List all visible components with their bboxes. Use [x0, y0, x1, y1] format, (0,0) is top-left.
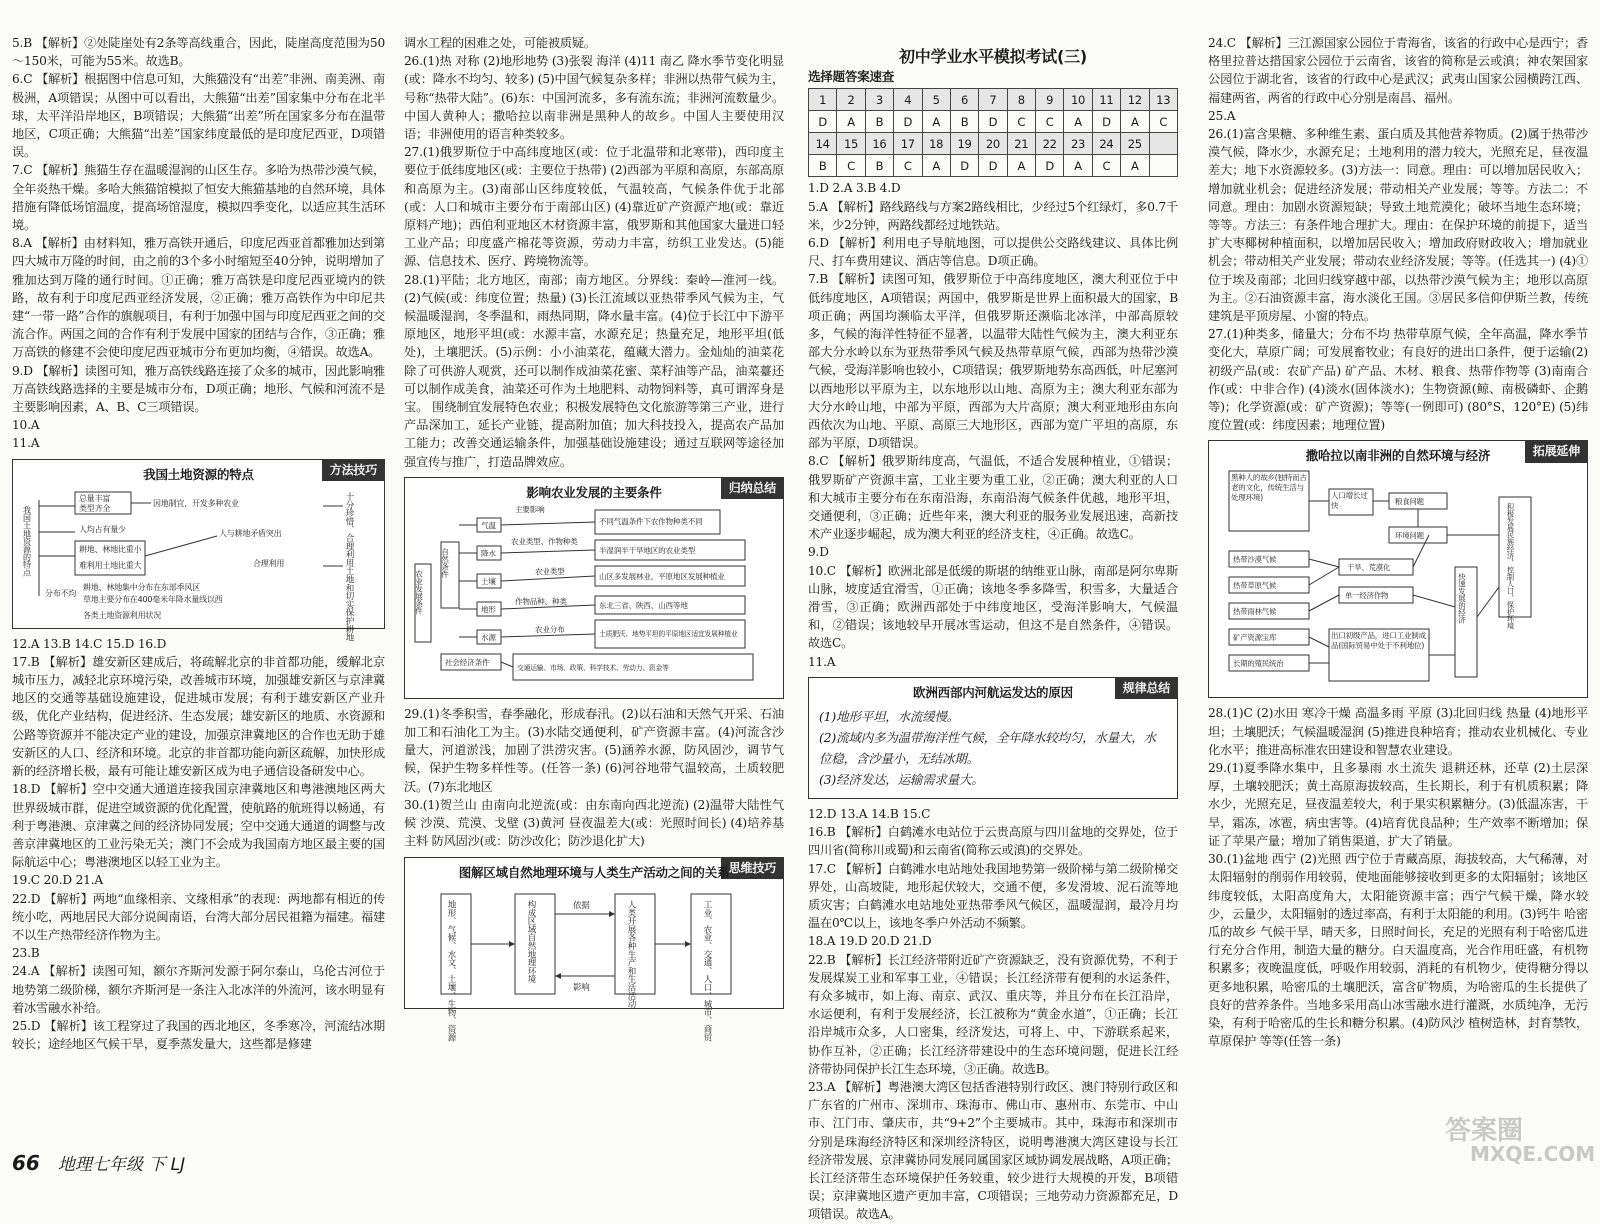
col2-top: [404, 34, 784, 471]
answer-paragraph: 23.B: [12, 946, 40, 961]
region-diagram-svg: [415, 884, 775, 1041]
answer-paragraph: 27.(1)俄罗斯位于中高纬度地区(或：位于北温带和北寒带)，西印度主要位于低纬度地区(或：主要位于热带) (2)西部为平原和高原，东部高原和高原为主。(3)南部山区纬度较低，气温较高，气候条件优于北部(或：人口和城市主要分布于南部山区) (4)靠近矿产资源产地(或：靠近原料产地)；西伯利亚地区木材资源丰富，俄罗斯和其他国家大量进口轻工业产品；印度盛产棉花等资源，劳动力丰富，纺织工业发达。(5)能源、信息技术、医疗、跨境物流等。: [404, 145, 784, 269]
land-r2: 人与耕地矛盾突出: [219, 528, 282, 538]
answer-paragraph: 11.A: [808, 654, 836, 669]
answer-row-1-numbers: [809, 89, 1178, 111]
rule-tag: 规律总结: [1115, 677, 1178, 699]
answer-paragraph: 调水工程的困难之处，可能被质疑。: [404, 36, 596, 50]
answer-paragraph: 18.A 19.D 20.D 21.D: [808, 934, 932, 949]
africa-diagram-svg: [1219, 467, 1579, 695]
answer-paragraph: 23.A 【解析】粤港澳大湾区包括香港特别行政区、澳门特别行政区和广东省的广州市、深圳市、珠海市、佛山市、惠州市、东莞市、中山市、江门市、肇庆市，共“9+2”个主要城市。其中，珠海市和深圳市分别是珠海经济特区和深圳经济特区，说明粤港澳大湾区建设与长江经济带发展、京津冀协同发展同属国家区域协调发展战略，A项正确；长江经济带生态环境保护任务较重，较少进行大规模的开发，B项错误；京津冀地区遗产更加丰富，C项错误；三地劳动力资源都充足，D项错误。故选A。: [808, 1079, 1178, 1222]
answer-paragraph: 25.A: [1208, 108, 1236, 123]
answer-cell: B: [865, 111, 893, 133]
answer-cell: A: [922, 111, 950, 133]
agri-t7: 作物品种、种类: [515, 596, 567, 606]
answer-paragraph: 24.C 【解析】三江源国家公园位于青海省，该省的行政中心是西宁；香格里拉普达措国家公园位于云南省，该省的简称是云或滇；神农架国家公园位于湖北省，该省的行政中心是武汉；武夷山国家公园横跨江西、福建两省，两省的行政中心分别是南昌、福州。: [1208, 36, 1588, 105]
answer-paragraph: 5.A 【解析】路线路线与方案2路线相比，少经过5个红绿灯，多0.7千米，少2分钟，两路线都经过地铁站。: [808, 199, 1178, 232]
agri-a: 气温: [481, 520, 496, 530]
agri-t9: 农业分布: [535, 624, 565, 634]
col1-top: [12, 34, 385, 453]
answer-paragraph: 1.D 2.A 3.B 4.D: [808, 181, 901, 196]
agriculture-diagram: [404, 477, 784, 699]
answer-row-1-answers: [809, 111, 1178, 133]
region-title: 图解区域自然地理环境与人类生产活动之间的关系: [458, 864, 730, 880]
page-number: 66: [12, 1151, 40, 1175]
answer-paragraph: 29.(1)夏季降水集中，且多暴雨 水土流失 退耕还林，还草 (2)土层深厚，土壤较肥沃；黄土高原海拔较高，生长期长，利于有机质积累；降水少，光照充足，昼夜温差较大，利于果实积累糖分。(3)低温冻害，干旱，霜冻，冰雹，病虫害等。(4)培育优良品种；生产效率不断增加；保证了苹果产量；增加了销售渠道，扩大了销量。: [1208, 761, 1588, 848]
land-n5: 难利用土地比重大: [79, 560, 142, 570]
answer-paragraph: 9.D 【解析】读图可知，雅万高铁线路连接了众多的城市，因此影响雅万高铁线路选择的主要是城市分布，D项正确；地形、气候和河流不是主要影响因素，A、B、C三项错误。: [12, 363, 385, 415]
answer-cell: C: [894, 155, 922, 177]
answer-cell: [1149, 155, 1178, 177]
agri-t3: 农业类型、作物种类: [511, 536, 578, 546]
column-4: [1208, 34, 1588, 1050]
answer-cell: 16: [865, 133, 893, 155]
answer-cell: D: [1036, 155, 1064, 177]
land-n1: 总量丰富: [79, 493, 111, 503]
answer-cell: C: [837, 155, 865, 177]
agri-t5: 农业类型: [535, 566, 565, 576]
answer-cell: 9: [1036, 89, 1064, 111]
answer-cell: D: [950, 155, 978, 177]
africa-n4: 环境问题: [1395, 531, 1424, 541]
answer-paragraph: 10.C 【解析】欧洲北部是低缓的斯堪的纳维亚山脉，南部是阿尔卑斯山脉，坡度适宜滑雪，①正确；该地冬季多降雪，积雪多，大量适合滑雪，③正确；欧洲西部处于中纬度地区，受海洋影响大，气候温和，②错误；该地较早开展冰雪运动，但这不是自然条件，④错误。故选C。: [808, 563, 1178, 651]
land-n2: 类型齐全: [79, 503, 111, 513]
answer-cell: 1: [809, 89, 837, 111]
region-e1: 依据: [573, 900, 590, 911]
col4-top: [1208, 34, 1588, 434]
answer-row-2-answers: [809, 155, 1178, 177]
agri-diagram-svg: [415, 504, 775, 694]
answer-cell: 6: [950, 89, 978, 111]
answer-cell: 15: [837, 133, 865, 155]
africa-n14: 积极发展民族经济，控制人口，保护环境: [1506, 503, 1516, 630]
land-diagram-svg: [22, 486, 373, 642]
answer-cell: 23: [1064, 133, 1092, 155]
region-e2: 影响: [573, 982, 590, 993]
agri-t10: 土质肥沃、地势平坦的平原地区适宜发展种植业: [599, 629, 738, 638]
answer-paragraph: 6.C 【解析】根据图中信息可知，大熊猫没有“出差”非洲、南美洲、南极洲，A项错误；从图中可以看出，大熊猫“出差”国家集中分布在北半球，太平洋沿岸地区，B项错误；大熊猫“出差”所在国家多分布在温带地区，C项正确；大熊猫“出差”国家纬度最低的是印度尼西亚，D项错误。: [12, 72, 385, 160]
agri-t8: 东北三省、陕西、山西等地: [599, 600, 688, 610]
answer-cell: D: [979, 111, 1007, 133]
answer-paragraph: 30.(1)盆地 西宁 (2)光照 西宁位于青藏高原，海拔较高，大气稀薄，对太阳辐射的削弱作用较弱，使地面能够接收到更多的太阳辐射；该地区纬度较低，太阳高度角大，太阳能资源丰富；西宁气候干燥，降水较少，云量少，太阳辐射的透过率高，有利于太阳能的利用。(3)钙牛 哈密瓜的故乡 气候干旱，晴天多，日照时间长，充足的光照有利于哈密瓜进行充分合作用，制造大量的糖分。白天温度高，光合作用旺盛，有机物积累多；夜晚温度低，呼吸作用较弱，消耗的有机物少，使得糖分得以更多地积累，哈密瓜的土壤肥沃，富含矿物质，为哈密瓜的生长提供了良好的营养条件。当地多采用高山冰雪融水进行灌溉，水质纯净，无污染，有利于哈密瓜的生长和糖分积累。(4)防风沙 植树造林，封育禁牧，草原保护 等等(任答一条): [1208, 852, 1588, 1049]
africa-n6: 热带草原气候: [1233, 581, 1277, 591]
answer-paragraph: 8.C 【解析】俄罗斯纬度高，气温低，不适合发展种植业，①错误；俄罗斯矿产资源丰富，工业主要为重工业，②正确；澳大利亚的人口和大城市主要分布在东南沿海，东南沿海气候条件优越，地形平坦，交通便利，③正确；近些年来，澳大利亚的服务业发展迅速，高新技术产业逐步崛起，成为澳大利亚的经济支柱，④正确。故选C。: [808, 454, 1178, 542]
answer-paragraph: 29.(1)冬季积雪，春季融化，形成春汛。(2)以石油和天然气开采、石油加工和石油化工为主。(3)水陆交通便利，矿产资源丰富。(4)河流含沙量大，河道淤浅，加剧了洪涝灾害。(5)涵养水源，防风固沙，调节气候，保护生物多样性等。(任答一条) (6)河谷地带气温较高，土质较肥沃。(7)东北地区: [404, 706, 784, 794]
watermark-logo: 答案圈: [1445, 1116, 1524, 1146]
answer-cell: 21: [1007, 133, 1035, 155]
agri-e: 水源: [481, 632, 496, 642]
answer-cell: A: [1064, 111, 1092, 133]
extend-tag: 拓展延伸: [1525, 440, 1588, 462]
diagram-title: 我国土地资源的特点: [143, 466, 254, 482]
answer-paragraph: 12.D 13.A 14.B 15.C: [808, 806, 931, 821]
col3-bottom: [808, 805, 1178, 1224]
answer-cell: A: [1007, 155, 1035, 177]
answer-paragraph: 30.(1)贺兰山 由南向北逆流(或：由东南向西北逆流) (2)温带大陆性气候 沙漠、荒漠、戈壁 (3)黄河 昼夜温差大(或：光照时间长) (4)培养基主料 防风固沙(或：防沙改化；防沙退化扩大): [404, 797, 784, 849]
land-r1: 因地制宜，开发多种农业: [153, 498, 239, 508]
answer-paragraph: 8.A 【解析】由材料知，雅万高铁开通后，印度尼西亚首都雅加达到第四大城市万隆的时间，由之前的3个多小时缩短至40分钟，说明增加了雅加达到万隆的通行时间。①正确；雅万高铁是印度尼西亚境内的铁路，故有利于印度尼西亚经济发展，②正确；雅万高铁作为中印尼共建“一带一路”合作的旗舰项目，有利于加强中国与印度尼西亚之间的交流合作。两国之间的合作有利于发展中国家的团结与合作，③正确；雅万高铁的修建不会使印度尼西亚城市分布更加均衡，④错误。故选A。: [12, 236, 385, 360]
answer-cell: A: [1121, 111, 1149, 133]
answer-paragraph: 22.D 【解析】两地“血缘相亲、文缘相承”的表现：两地都有相近的传统小吃，两地居民大部分说闽南语，台湾大部分居民祖籍为福建。福建不以生产热带经济作物为主。: [12, 891, 385, 942]
answer-paragraph: 25.D 【解析】该工程穿过了我国的西北地区，冬季寒冷，河流结冰期较长；途经地区气候干旱，夏季蒸发量大，这些都是修建: [12, 1018, 385, 1052]
answer-paragraph: 10.A: [12, 418, 40, 433]
answer-cell: C: [1149, 111, 1178, 133]
answer-cell: D: [894, 111, 922, 133]
answer-cell: 20: [979, 133, 1007, 155]
africa-n13: 快速发展的经济: [1457, 573, 1467, 624]
answer-cell: 18: [922, 133, 950, 155]
region-d: 工业、农业、交通、人口、城市、商贸: [702, 899, 712, 1041]
answer-cell: A: [1121, 155, 1149, 177]
agri-t2: 不同气温条件下农作物种类不同: [599, 516, 703, 526]
waterway-l1: (1)地形平坦，水流缓慢。: [819, 708, 960, 724]
answer-cell: A: [1064, 155, 1092, 177]
answer-paragraph: 19.C 20.D 21.A: [12, 873, 103, 888]
agri-natural: 自然条件: [440, 547, 450, 578]
agri-d: 地形: [481, 604, 496, 614]
answer-paragraph: 22.B 【解析】长江经济带附近矿产资源缺乏，没有资源优势，不利于发展煤炭工业和军事工业，④错误；长江经济带有便利的水运条件，有众多城市，如上海、南京、武汉、重庆等，并且分布在长江沿岸，水运便利，有利于发展经济，长江被称为“黄金水道”，①正确；长江沿岸城市众多，人口密集，经济发达，可将上、中、下游联系起来，协作互补，②正确；长江经济带建设中的生态环境问题，促进长江经济带协同保护长江生态环境，③正确。故选B。: [808, 952, 1178, 1076]
answer-cell: B: [865, 155, 893, 177]
answer-cell: 25: [1121, 133, 1149, 155]
answer-paragraph: 9.D: [808, 545, 829, 560]
answer-cell: 17: [894, 133, 922, 155]
answer-cell: B: [809, 155, 837, 177]
answer-cell: 7: [979, 89, 1007, 111]
answer-cell: 10: [1064, 89, 1092, 111]
answer-paragraph: 11.A: [12, 436, 40, 451]
answer-cell: 24: [1092, 133, 1120, 155]
africa-n2: 人口增长过快: [1331, 491, 1368, 511]
land-b1: 耕地、林地集中分布在东部季风区: [83, 582, 200, 592]
answer-cell: D: [809, 111, 837, 133]
africa-diagram: [1208, 440, 1588, 698]
land-n3: 人均占有量少: [79, 524, 126, 534]
answer-cell: C: [1007, 111, 1035, 133]
answer-paragraph: 7.B 【解析】读图可知，俄罗斯位于中高纬度地区，澳大利亚位于中低纬度地区，A项错误；两国中，俄罗斯是世界上面积最大的国家，B项正确；两国均濒临太平洋，但俄罗斯还濒临北冰洋，中部高原较多，气候的海洋性特征不显著，以温带大陆性气候为主，澳大利亚东部大分水岭以东为亚热带季风气候及热带草原气候，西部为热带沙漠气候，受海洋影响也较小，C项错误；俄罗斯地势东高西低，叶尼塞河以西地形以平原为主，以东地形以山地、高原为主；澳大利亚东部为大分水岭山地，中部为平原，西部为大片高原；澳大利亚地形由东向西依次为山地、平原、高原三大地形区，西部为宽广平坦的高原，东部为平原，D项错误。: [808, 272, 1178, 451]
africa-n8: 矿产资源宝库: [1233, 633, 1277, 643]
column-1: [12, 34, 385, 1053]
africa-n7: 热带雨林气候: [1233, 607, 1277, 617]
answer-paragraph: 24.A 【解析】读图可知，额尔齐斯河发源于阿尔泰山，乌伦古河位于地势第二级阶梯，额尔齐斯河是一条注入北冰洋的外流河，该水明显有着冰雪融水补给。: [12, 964, 385, 1015]
answer-cell: C: [1036, 111, 1064, 133]
africa-title: 撒哈拉以南非洲的自然环境与经济: [1305, 448, 1491, 464]
col1-bottom: [12, 635, 385, 1054]
africa-n12: 出口初级产品，进口工业制成品(国际贸易中处于不利地位): [1331, 631, 1426, 651]
col4-bottom: [1208, 704, 1588, 1050]
book-info: 地理七年级 下 LJ: [57, 1155, 186, 1175]
region-b: 构成区域自然地理环境: [526, 899, 536, 983]
answer-paragraph: 7.C 【解析】熊猫生存在温暖湿润的山区生存。多哈为热带沙漠气候，全年炎热干燥。多哈大熊猫馆模拟了恒安大熊猫基地的自然环境，具体措施有降低场馆温度，提高场馆湿度，模拟四季变化，以适应其生活环境。: [12, 163, 385, 233]
answer-paragraph: 17.B 【解析】雄安新区建成后，将疏解北京的非首都功能，缓解北京城市压力，减轻北京环境污染，改善城市环境，加强雄安新区与京津冀地区的交通等基础设施建设，促进城市发展；有利于雄安新区产业升级，优化产业结构，促进经济、生态发展；雄安新区的地质、水资源和公路等资源并不能决定产业的建设，加强京津冀地区的合作也无助于雄安新区的人口、经济和环境。北京的非首都功能向新区疏解，加快形成新的经济增长极，最有可能让雄安新区成为电子通信设备研发中心。: [12, 654, 385, 779]
answer-cell: C: [1092, 155, 1120, 177]
exam-title: 初中学业水平模拟考试(三): [898, 47, 1088, 66]
answer-cell: 8: [1007, 89, 1035, 111]
answer-paragraph: 17.C 【解析】白鹤滩水电站地处我国地势第一级阶梯与第二级阶梯交界处，山高坡陡，地形起伏较大，交通不便，多发滑坡、泥石流等地质灾害；白鹤滩水电站地处亚热带季风气候区，温暖湿润，最冷月均温在0℃以上，该地冬季户外活动不频繁。: [808, 861, 1178, 931]
answer-cell: D: [979, 155, 1007, 177]
answer-quick-title: 选择题答案速查: [808, 69, 895, 85]
land-resource-diagram: [12, 459, 385, 642]
region-a: 地形、气候、水文、土壤、生物、资源: [446, 899, 456, 1041]
land-r3: 合理利用: [253, 558, 285, 568]
answer-paragraph: 28.(1)平陆；北方地区，南部；南方地区。分界线：秦岭—淮河一线。(2)气候(或：纬度位置；热量) (3)长江流域以亚热带季风气候为主，气候温暖湿润，冬季温和，雨热同期，降水量丰富。(4)位于长江中下游平原地区，地形平坦(或：水源丰富，水源充足；热量充足，地形平坦(低处)，土壤肥沃。(5)示例：小小油菜花，蕴藏大潜力。金灿灿的油菜花除了可供游人观赏，还可以制作成油菜花蜜、菜籽油等产品，油菜薹还可以制作成美食，油菜还可作为土地肥料、动物饲料等，真可谓浑身是宝。 围绕制宜发展特色农业；积极发展特色文化旅游等第三产业，进行产品深加工，延长产业链，提高附加值；加大科技投入，提高农产品加工能力；改善交通运输条件，加强基础设施建设；通过互联网等途径加强宣传与推广，打造品牌效应。: [404, 272, 784, 469]
africa-n5: 热带沙漠气候: [1233, 555, 1277, 565]
answer-paragraph: 6.D 【解析】利用电子导航地图，可以提供公交路线建议、具体比例尺、打车费用建议、酒店等信息。D项正确。: [808, 236, 1178, 269]
answer-paragraph: 16.B 【解析】白鹤滩水电站位于云贵高原与四川盆地的交界处，位于四川省(简称川或蜀)和云南省(简称云或滇)的交界处。: [808, 825, 1178, 858]
answer-paragraph: 5.B 【解析】②处陡崖处有2条等高线重合，因此，陡崖高度范围为50～150米，可能为55米。故选B。: [12, 36, 385, 69]
africa-n11: 单一经济作物: [1345, 591, 1389, 601]
answer-paragraph: 12.A 13.B 14.C 15.D 16.D: [12, 636, 167, 651]
page-footer: [12, 1150, 185, 1175]
answer-cell: 11: [1092, 89, 1120, 111]
summary-tag: 归纳总结: [721, 477, 784, 499]
answer-paragraph: 27.(1)种类多，储量大；分布不均 热带草原气候，全年高温，降水季节变化大，草原广阔；可发展畜牧业；有良好的进出口条件，便于运输(2)初级产品(或：农矿产品) 矿产品、木材、粮食、热带作物等 (3)南南合作(或：中非合作) (4)淡水(固体淡水)；生物资源(鲸、南极磷虾、企鹅等)；化学资源(或：矿产资源)；等等(一例即可) (80°S，120°E) (5)纬度位置(或：纬度因素；地理位置): [1208, 327, 1588, 433]
answer-cell: A: [837, 111, 865, 133]
answer-cell: [1149, 133, 1178, 155]
waterway-l3: (3)经济发达，运输需求量大。: [819, 771, 984, 787]
land-n6: 分布不均: [45, 588, 77, 598]
africa-n1: 黑种人的故乡(独特而古老的文化，传统生活与处理环境): [1231, 473, 1307, 503]
method-tag: 方法技巧: [322, 459, 385, 481]
answer-cell: A: [922, 155, 950, 177]
col2-bottom: [404, 705, 784, 851]
waterway-title: 欧洲西部内河航运发达的原因: [913, 684, 1073, 700]
land-b2: 草地主要分布在400毫米年降水量线以西: [83, 594, 223, 604]
africa-n10: 干旱、荒漠化: [1347, 563, 1391, 573]
answer-cell: 5: [922, 89, 950, 111]
answer-cell: 14: [809, 133, 837, 155]
answer-row-2-numbers: [809, 133, 1178, 155]
africa-n9: 长期的殖民统治: [1233, 659, 1284, 669]
agri-t1: 主要影响: [515, 504, 545, 514]
col3-top: [808, 179, 1178, 670]
answer-cell: B: [950, 111, 978, 133]
answer-cell: 12: [1121, 89, 1149, 111]
answer-cell: 22: [1036, 133, 1064, 155]
agri-t6: 山区多发展林业，平原地区发展种植业: [599, 571, 725, 581]
agri-t4: 半湿润半干旱地区的农业类型: [599, 545, 696, 555]
agri-b: 降水: [481, 548, 496, 558]
inland-waterway-box: [808, 677, 1178, 799]
column-2: [404, 34, 784, 1041]
land-n4: 耕地、林地比重小: [79, 544, 142, 554]
answer-cell: 3: [865, 89, 893, 111]
land-b3: 各类土地资源利用状况: [83, 610, 161, 620]
agri-social: 社会经济条件: [445, 657, 490, 667]
answer-paragraph: 26.(1)富含果糖、多种维生素、蛋白质及其他营养物质。(2)属于热带沙漠气候，降水少，水源充足；土地利用的潜力较大，光照充足，昼夜温差大；地下水资源较多。(3)方法一：同意。理由：可以增加居民收入；增加就业机会；促进经济发展；带动相关产业发展；等等。方法二：不同意。理由：加剧水资源短缺；导致土地荒漠化；破坏当地生态环境；等等。方法三：有条件地合理扩大。理由：在保护环境的前提下，适当扩大枣椰树种植面积，以增加居民收入；增加政府财政收入；增加就业机会；带动相关产业发展；带动农业经济发展；等等。(任选其一) (4)①位于埃及南部；北回归线穿越中部，以热带沙漠气候为主；地形以高原为主。②石油资源丰富，海水淡化王国。③居民多信仰伊斯兰教，传统建筑是平顶房屋、小窗的特点。: [1208, 127, 1588, 324]
waterway-l2: (2)流域内多为温带海洋性气候，全年降水较均匀，水量大，水位稳，含沙量小，无结冰期。: [819, 729, 1156, 766]
answer-table: [808, 88, 1178, 177]
watermark-url: MXQE.COM: [1470, 1142, 1596, 1166]
answer-paragraph: 26.(1)热 对称 (2)地形地势 (3)张裂 海洋 (4)11 南乙 降水季节变化明显(或：降水不均匀、较多) (5)中国气候复杂多样；非洲以热带气候为主，号称“热带大陆”。(6)东：中国河流多，多有流东流；非洲河流数量少。中国人黄种人；撒哈拉以南非洲是黑种人的故乡。中国人主要使用汉语；非洲使用的语言种类较多。: [404, 54, 784, 142]
answer-cell: 4: [894, 89, 922, 111]
answer-cell: 19: [950, 133, 978, 155]
answer-cell: 13: [1149, 89, 1178, 111]
answer-paragraph: 18.D 【解析】空中交通大通道连接我国京津冀地区和粤港澳地区两大世界级城市群，促进空域资源的优化配置，使航路的航班得以畅通，有利于粤港澳、京津冀之间的经济协同发展；空中交通大通道的调整与改善京津冀地区的工业污染无关；澳门不会成为我国南方地区最主要的国际航运中心；粤港澳地区以轻工业为主。: [12, 782, 385, 870]
answer-cell: D: [1092, 111, 1120, 133]
thinking-tag: 思维技巧: [721, 857, 784, 879]
region-relation-diagram: [404, 857, 784, 1041]
agri-c: 土壤: [481, 576, 496, 586]
agri-t11: 交通运输、市场、政策、科学技术、劳动力、资金等: [517, 663, 669, 672]
land-right-label: 十分珍惜、合理利用土地和切实保护耕地: [344, 491, 354, 642]
answer-cell: 2: [837, 89, 865, 111]
africa-n3: 粮食问题: [1395, 497, 1424, 507]
agri-left: 农业发展条件: [414, 569, 424, 615]
region-c: 人类开展各种生产和生活活动: [626, 899, 636, 1008]
land-root-label: 我国土地资源的特点: [22, 505, 32, 576]
column-3: [808, 34, 1178, 1224]
agri-title: 影响农业发展的主要条件: [526, 484, 662, 500]
answer-paragraph: 28.(1)C (2)水田 寒冷干燥 高温多雨 平原 (3)北回归线 热量 (4)地形平坦；土壤肥沃；气候温暖湿润 (5)推进良种培育；推动农业机械化、专业化水平；推进高标准农田建设和智慧农业建设。: [1208, 706, 1588, 757]
